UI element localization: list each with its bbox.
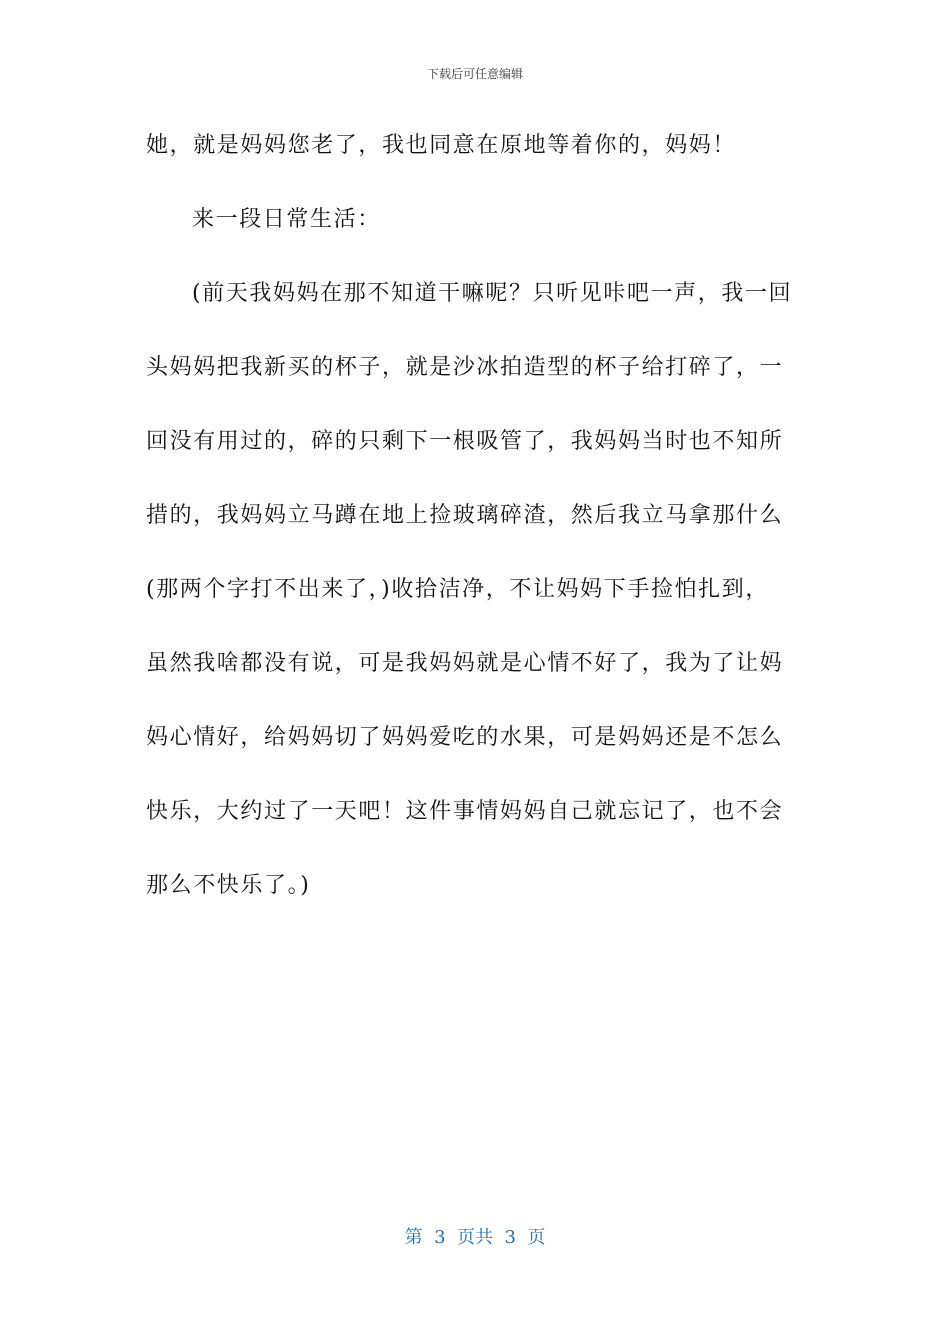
paragraph-line: 头妈妈把我新买的杯子，就是沙冰拍造型的杯子给打碎了，一: [146, 355, 784, 380]
paragraph-line: 那么不快乐了。): [146, 873, 311, 898]
paragraph-line: 来一段日常生活：: [192, 207, 381, 232]
paragraph-line: 虽然我啥都没有说，可是我妈妈就是心情不好了，我为了让妈: [146, 651, 784, 676]
document-body: [146, 124, 806, 938]
paragraph-line: 快乐，大约过了一天吧！这件事情妈妈自己就忘记了，也不会: [146, 799, 784, 824]
paragraph-line: (前天我妈妈在那不知道干嘛呢？只听见咔吧一声，我一回: [192, 281, 793, 306]
page-number-footer: 第 3 页共 3 页: [404, 1227, 546, 1248]
paragraph-line: 妈心情好，给妈妈切了妈妈爱吃的水果，可是妈妈还是不怎么: [146, 725, 784, 750]
paragraph-line: (那两个字打不出来了，)收拾洁净，不让妈妈下手捡怕扎到，: [146, 577, 769, 602]
paragraph-line: 措的，我妈妈立马蹲在地上捡玻璃碎渣，然后我立马拿那什么: [146, 503, 784, 528]
page-header: 下载后可任意编辑: [426, 67, 523, 81]
paragraph-line: 回没有用过的，碎的只剩下一根吸管了，我妈妈当时也不知所: [146, 429, 784, 454]
paragraph-line: 她，就是妈妈您老了，我也同意在原地等着你的，妈妈！: [146, 133, 737, 158]
